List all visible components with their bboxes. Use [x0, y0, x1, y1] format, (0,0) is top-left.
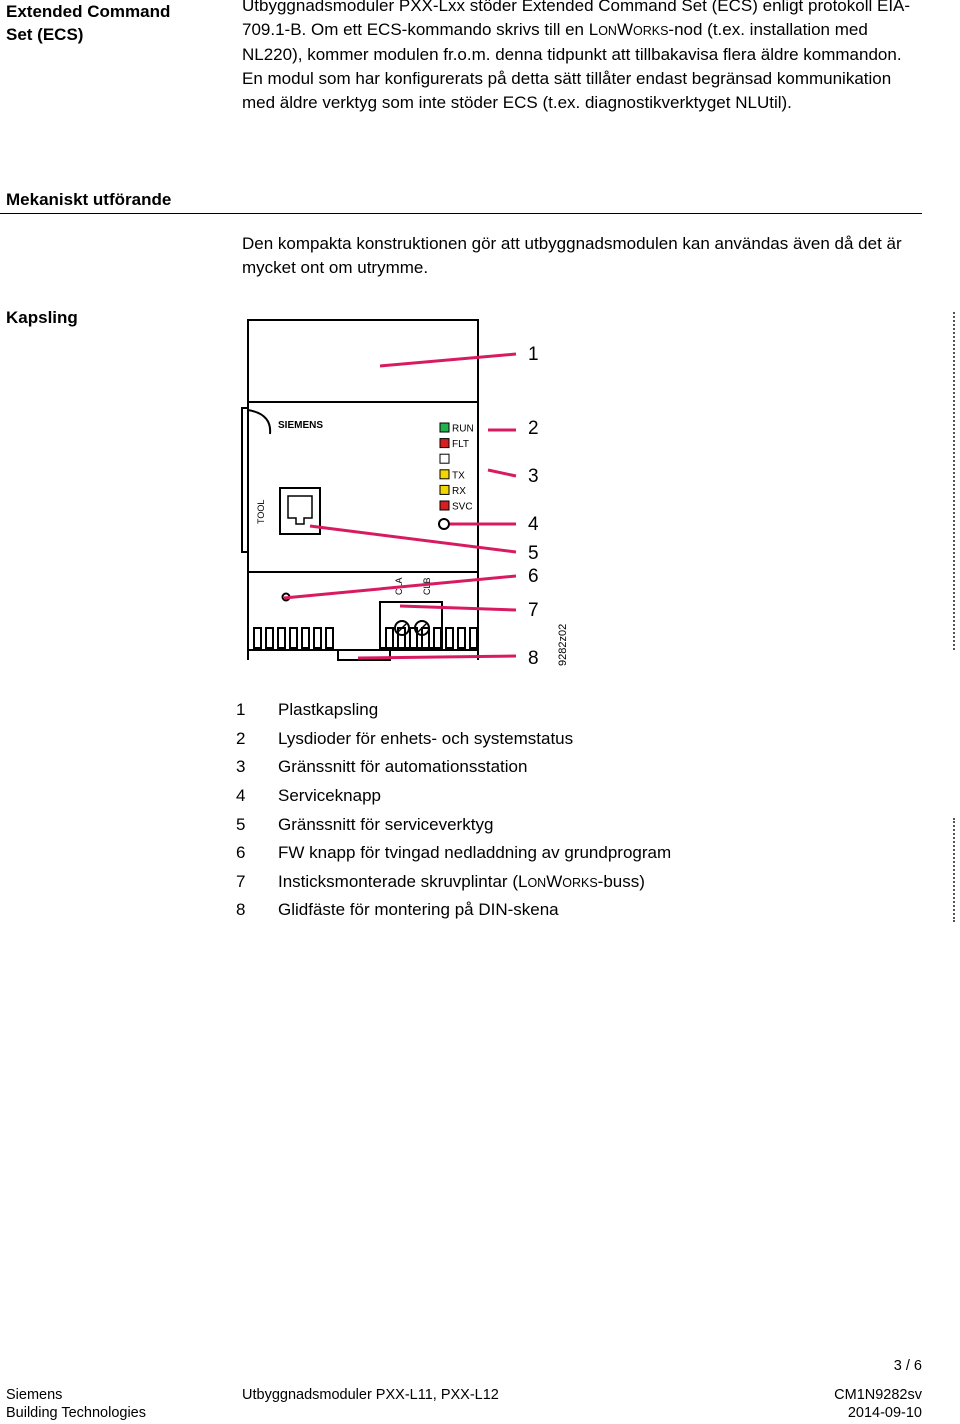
- mekaniskt-paragraph: Den kompakta konstruktionen gör att utbyggnadsmodulen kan användas även då det är mycket ont om utrymme.: [242, 234, 902, 277]
- figure-id: 9282z02: [557, 623, 569, 666]
- page-number: 3 / 6: [893, 1358, 922, 1374]
- section-heading-mekaniskt: Mekaniskt utförande: [6, 190, 172, 209]
- legend-item: 6 FW knapp för tvingad nedladdning av grundprogram: [236, 843, 672, 863]
- callout-numbers: [528, 344, 539, 669]
- callout-line: [358, 656, 516, 658]
- margin-marker: [953, 312, 955, 650]
- led-label: TX: [452, 470, 465, 482]
- ecs-paragraph: Utbyggnadsmoduler PXX-Lxx stöder Extended Command Set (ECS) enligt protokoll EIA-709.1-B. Om ett ECS-kommando skrivs till en LONWORKS-nod (t.ex. installation med NL220), kommer modulen fr.o.m. denna tidpunkt att tillbakavisa flera äldre kommandon. En modul som har konfigurerats på detta sätt tillåter endast begränsad kommunikation med äldre verktyg som inte stöder ECS (t.ex. diagnostikverktyget NLUtil).: [242, 0, 911, 112]
- callout-line: [488, 470, 516, 476]
- brand-logo: SIEMENS: [278, 420, 324, 431]
- led-indicator: [440, 439, 449, 448]
- led-indicator: [440, 501, 449, 510]
- heading-line: Extended Command: [6, 2, 171, 21]
- led-label: FLT: [452, 439, 470, 451]
- legend-item: 3 Gränssnitt för automationsstation: [236, 757, 528, 777]
- led-indicator: [440, 470, 449, 479]
- tool-label: TOOL: [256, 499, 266, 524]
- heading-line: Set (ECS): [6, 25, 84, 44]
- cla-label: CLA: [394, 577, 404, 595]
- led-indicator: [440, 423, 449, 432]
- device-diagram: [240, 310, 580, 670]
- legend-item: 5 Gränssnitt för serviceverktyg: [236, 814, 494, 834]
- led-label: RUN: [452, 423, 474, 435]
- section-divider: [0, 213, 922, 214]
- legend-item: 7 Insticksmonterade skruvplintar (LONWORKS-buss): [236, 871, 645, 891]
- led-label: SVC: [452, 501, 473, 513]
- callout-number: 2: [528, 418, 539, 439]
- led-indicator: [440, 485, 449, 494]
- footer-doc-id: CM1N9282sv 2014-09-10: [834, 1387, 922, 1421]
- legend-item: 8 Glidfäste för montering på DIN-skena: [236, 900, 559, 920]
- legend-item: 2 Lysdioder för enhets- och systemstatus: [236, 728, 574, 748]
- section-heading-ecs: [6, 0, 170, 46]
- callout-number: 5: [528, 543, 539, 564]
- led-label: RX: [452, 485, 466, 497]
- callout-number: 3: [528, 466, 539, 487]
- callout-number: 1: [528, 344, 539, 365]
- callout-number: 4: [528, 514, 539, 535]
- footer-doc-title: Utbyggnadsmoduler PXX-L11, PXX-L12: [242, 1387, 499, 1403]
- callout-number: 6: [528, 566, 539, 587]
- section-heading-kapsling: Kapsling: [6, 308, 78, 327]
- clb-label: CLB: [422, 577, 432, 595]
- legend-item: 4 Serviceknapp: [236, 786, 382, 806]
- margin-marker: [953, 818, 955, 922]
- callout-number: 8: [528, 648, 539, 669]
- component-legend: [236, 696, 796, 925]
- callout-number: 7: [528, 600, 539, 621]
- led-indicator: [440, 454, 449, 463]
- legend-item: 1 Plastkapsling: [236, 700, 379, 720]
- footer-company: Siemens Building Technologies: [6, 1387, 147, 1421]
